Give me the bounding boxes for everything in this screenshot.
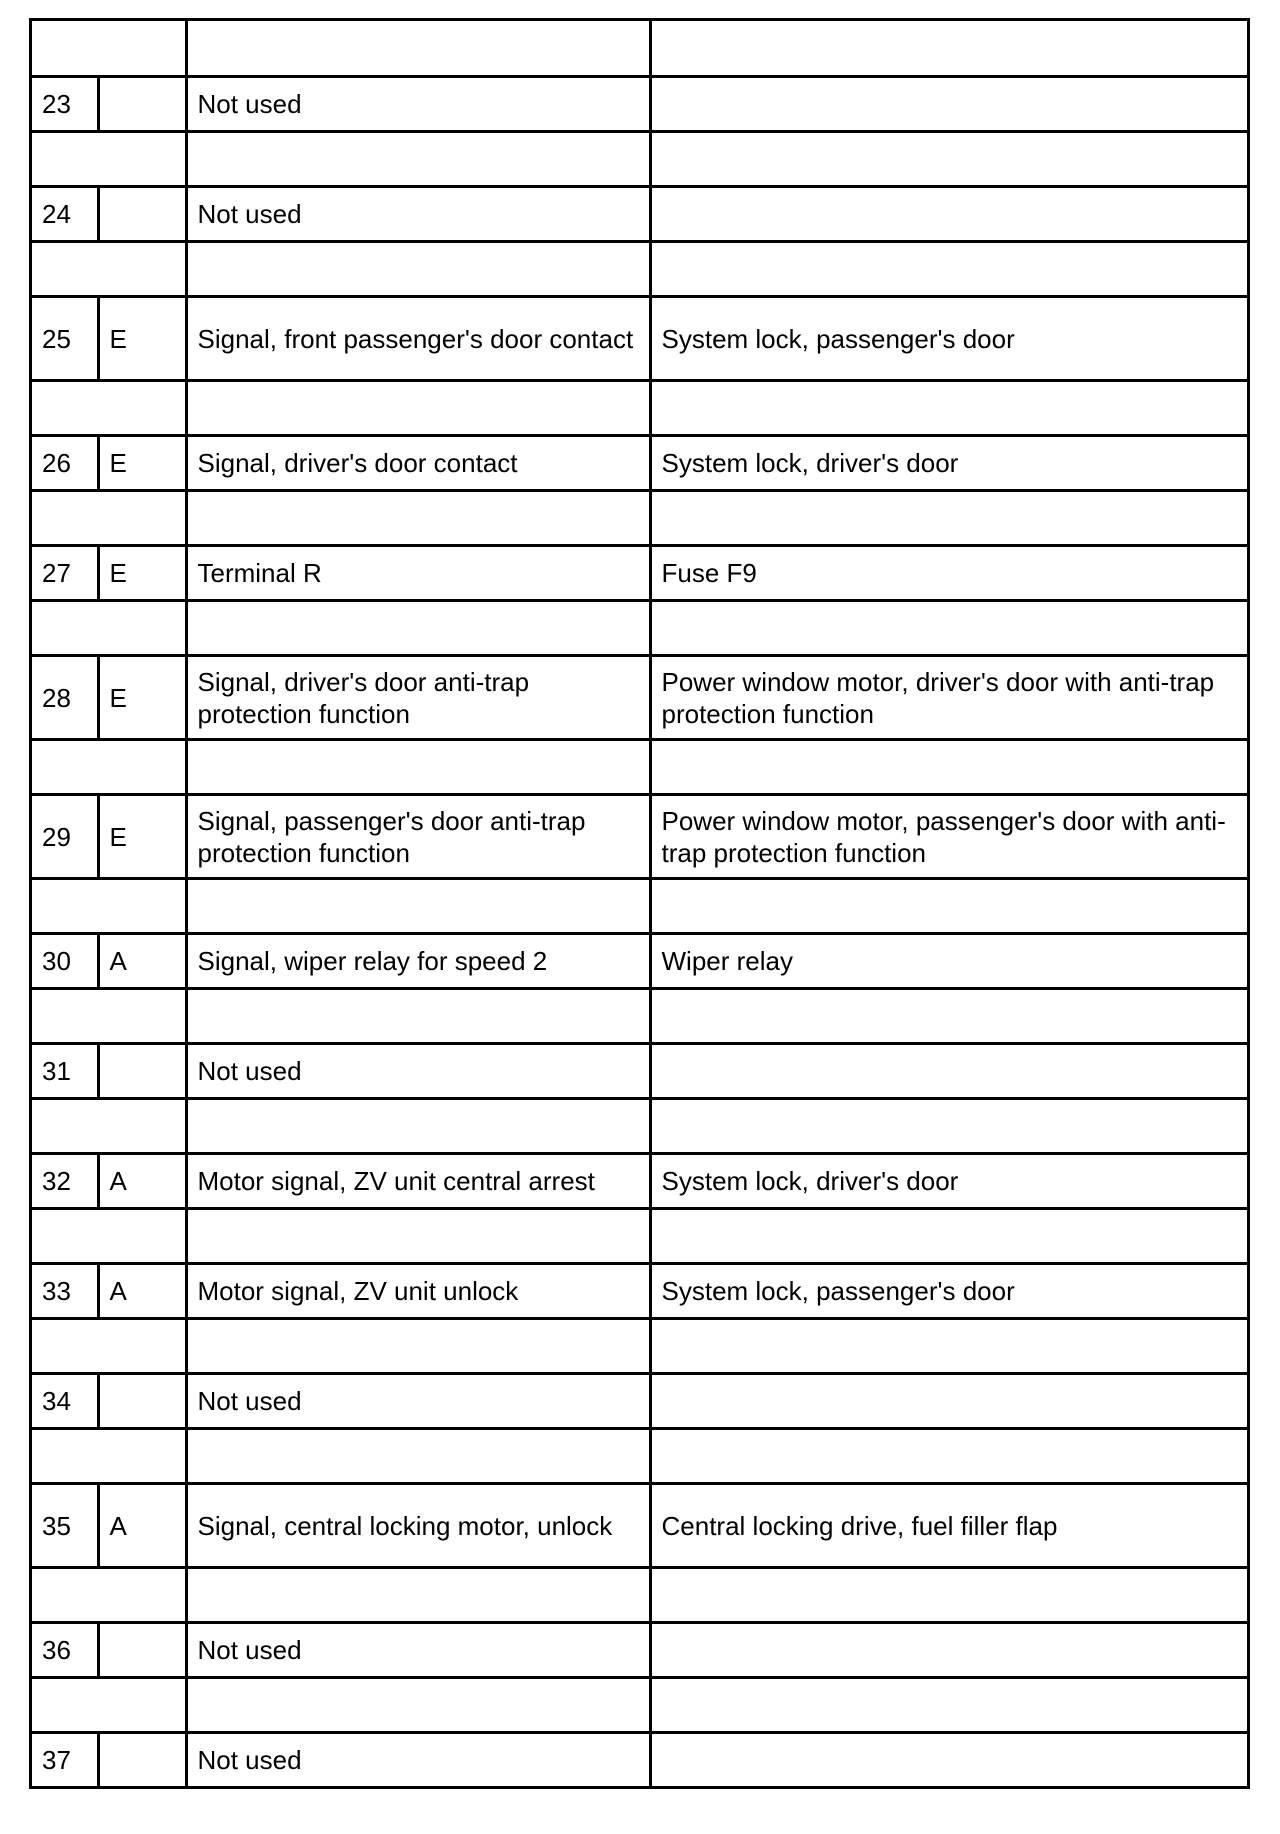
connection-cell: System lock, passenger's door bbox=[650, 297, 1247, 381]
pin-number-cell: 31 bbox=[32, 1044, 98, 1099]
blank-cell bbox=[650, 740, 1247, 795]
signal-direction-cell: A bbox=[98, 1484, 186, 1568]
signal-direction-cell bbox=[98, 1733, 186, 1787]
blank-cell bbox=[32, 242, 186, 297]
blank-cell bbox=[650, 1099, 1247, 1154]
spacer-row bbox=[32, 1568, 1247, 1623]
connection-cell: Power window motor, driver's door with anti-trap protection function bbox=[650, 656, 1247, 740]
connection-cell bbox=[650, 1623, 1247, 1678]
blank-cell bbox=[32, 1209, 186, 1264]
spacer-row bbox=[32, 1209, 1247, 1264]
pin-number-cell: 23 bbox=[32, 77, 98, 132]
blank-cell bbox=[32, 879, 186, 934]
signal-description-cell: Motor signal, ZV unit central arrest bbox=[186, 1154, 650, 1209]
connection-cell: System lock, driver's door bbox=[650, 436, 1247, 491]
blank-cell bbox=[650, 242, 1247, 297]
blank-cell bbox=[32, 1678, 186, 1733]
spacer-row bbox=[32, 1099, 1247, 1154]
blank-cell bbox=[186, 1568, 650, 1623]
signal-description-cell: Signal, wiper relay for speed 2 bbox=[186, 934, 650, 989]
spacer-row bbox=[32, 132, 1247, 187]
signal-description-cell: Signal, driver's door anti-trap protection function bbox=[186, 656, 650, 740]
blank-cell bbox=[186, 740, 650, 795]
connection-cell: System lock, passenger's door bbox=[650, 1264, 1247, 1319]
pin-number-cell: 30 bbox=[32, 934, 98, 989]
pin-number-cell: 33 bbox=[32, 1264, 98, 1319]
signal-description-cell: Not used bbox=[186, 1623, 650, 1678]
connection-cell: Power window motor, passenger's door with anti-trap protection function bbox=[650, 795, 1247, 879]
blank-cell bbox=[186, 1319, 650, 1374]
header-description-cell bbox=[186, 21, 650, 77]
blank-cell bbox=[32, 1319, 186, 1374]
blank-cell bbox=[650, 1319, 1247, 1374]
blank-cell bbox=[186, 1099, 650, 1154]
spacer-row bbox=[32, 989, 1247, 1044]
table-row bbox=[32, 546, 1247, 601]
header-connection-cell bbox=[650, 21, 1247, 77]
blank-cell bbox=[650, 132, 1247, 187]
signal-direction-cell: E bbox=[98, 656, 186, 740]
table-row bbox=[32, 795, 1247, 879]
blank-cell bbox=[32, 381, 186, 436]
signal-description-cell: Signal, front passenger's door contact bbox=[186, 297, 650, 381]
signal-description-cell: Signal, passenger's door anti-trap protection function bbox=[186, 795, 650, 879]
table-row bbox=[32, 1484, 1247, 1568]
pin-number-cell: 32 bbox=[32, 1154, 98, 1209]
pin-assignment-table bbox=[32, 21, 1247, 1786]
table-row bbox=[32, 187, 1247, 242]
table-row bbox=[32, 1264, 1247, 1319]
signal-direction-cell: E bbox=[98, 297, 186, 381]
table-row bbox=[32, 297, 1247, 381]
blank-cell bbox=[650, 381, 1247, 436]
header-pin-cell bbox=[32, 21, 186, 77]
header-row bbox=[32, 21, 1247, 77]
signal-description-cell: Signal, central locking motor, unlock bbox=[186, 1484, 650, 1568]
connection-cell bbox=[650, 77, 1247, 132]
pin-number-cell: 28 bbox=[32, 656, 98, 740]
signal-direction-cell bbox=[98, 77, 186, 132]
signal-direction-cell: E bbox=[98, 795, 186, 879]
table-row bbox=[32, 1154, 1247, 1209]
table-row bbox=[32, 1733, 1247, 1787]
blank-cell bbox=[32, 491, 186, 546]
blank-cell bbox=[32, 740, 186, 795]
signal-description-cell: Terminal R bbox=[186, 546, 650, 601]
connection-cell bbox=[650, 1733, 1247, 1787]
table-row bbox=[32, 656, 1247, 740]
blank-cell bbox=[186, 1678, 650, 1733]
pin-number-cell: 36 bbox=[32, 1623, 98, 1678]
signal-direction-cell: A bbox=[98, 1154, 186, 1209]
spacer-row bbox=[32, 1319, 1247, 1374]
spacer-row bbox=[32, 491, 1247, 546]
table-row bbox=[32, 1044, 1247, 1099]
table-row bbox=[32, 934, 1247, 989]
signal-direction-cell: E bbox=[98, 436, 186, 491]
signal-description-cell: Not used bbox=[186, 1374, 650, 1429]
blank-cell bbox=[650, 1209, 1247, 1264]
table-row bbox=[32, 1623, 1247, 1678]
signal-description-cell: Not used bbox=[186, 187, 650, 242]
signal-direction-cell: E bbox=[98, 546, 186, 601]
table-row bbox=[32, 77, 1247, 132]
table-row bbox=[32, 436, 1247, 491]
connection-cell: Fuse F9 bbox=[650, 546, 1247, 601]
spacer-row bbox=[32, 1429, 1247, 1484]
blank-cell bbox=[650, 1429, 1247, 1484]
pin-number-cell: 29 bbox=[32, 795, 98, 879]
blank-cell bbox=[650, 1678, 1247, 1733]
signal-direction-cell bbox=[98, 1374, 186, 1429]
table-row bbox=[32, 1374, 1247, 1429]
connection-cell: Central locking drive, fuel filler flap bbox=[650, 1484, 1247, 1568]
connection-cell bbox=[650, 187, 1247, 242]
signal-description-cell: Signal, driver's door contact bbox=[186, 436, 650, 491]
blank-cell bbox=[186, 132, 650, 187]
blank-cell bbox=[32, 1099, 186, 1154]
spacer-row bbox=[32, 601, 1247, 656]
pin-number-cell: 24 bbox=[32, 187, 98, 242]
blank-cell bbox=[186, 491, 650, 546]
connection-cell: Wiper relay bbox=[650, 934, 1247, 989]
connection-cell: System lock, driver's door bbox=[650, 1154, 1247, 1209]
spacer-row bbox=[32, 1678, 1247, 1733]
blank-cell bbox=[186, 381, 650, 436]
pin-number-cell: 37 bbox=[32, 1733, 98, 1787]
blank-cell bbox=[186, 601, 650, 656]
connection-cell bbox=[650, 1374, 1247, 1429]
blank-cell bbox=[32, 989, 186, 1044]
blank-cell bbox=[186, 989, 650, 1044]
spacer-row bbox=[32, 740, 1247, 795]
blank-cell bbox=[650, 879, 1247, 934]
blank-cell bbox=[186, 242, 650, 297]
signal-direction-cell: A bbox=[98, 1264, 186, 1319]
pin-number-cell: 35 bbox=[32, 1484, 98, 1568]
spacer-row bbox=[32, 381, 1247, 436]
signal-direction-cell bbox=[98, 1044, 186, 1099]
pin-number-cell: 27 bbox=[32, 546, 98, 601]
blank-cell bbox=[186, 1209, 650, 1264]
blank-cell bbox=[650, 1568, 1247, 1623]
signal-direction-cell bbox=[98, 1623, 186, 1678]
blank-cell bbox=[32, 601, 186, 656]
pin-number-cell: 25 bbox=[32, 297, 98, 381]
blank-cell bbox=[186, 879, 650, 934]
blank-cell bbox=[186, 1429, 650, 1484]
pin-number-cell: 34 bbox=[32, 1374, 98, 1429]
blank-cell bbox=[650, 989, 1247, 1044]
spacer-row bbox=[32, 242, 1247, 297]
signal-description-cell: Not used bbox=[186, 77, 650, 132]
signal-direction-cell: A bbox=[98, 934, 186, 989]
blank-cell bbox=[650, 491, 1247, 546]
blank-cell bbox=[32, 1568, 186, 1623]
signal-description-cell: Not used bbox=[186, 1733, 650, 1787]
blank-cell bbox=[650, 601, 1247, 656]
spacer-row bbox=[32, 879, 1247, 934]
signal-direction-cell bbox=[98, 187, 186, 242]
signal-description-cell: Not used bbox=[186, 1044, 650, 1099]
signal-description-cell: Motor signal, ZV unit unlock bbox=[186, 1264, 650, 1319]
connection-cell bbox=[650, 1044, 1247, 1099]
pin-number-cell: 26 bbox=[32, 436, 98, 491]
pin-assignment-sheet bbox=[29, 18, 1250, 1789]
blank-cell bbox=[32, 1429, 186, 1484]
blank-cell bbox=[32, 132, 186, 187]
table-body bbox=[32, 21, 1247, 1786]
